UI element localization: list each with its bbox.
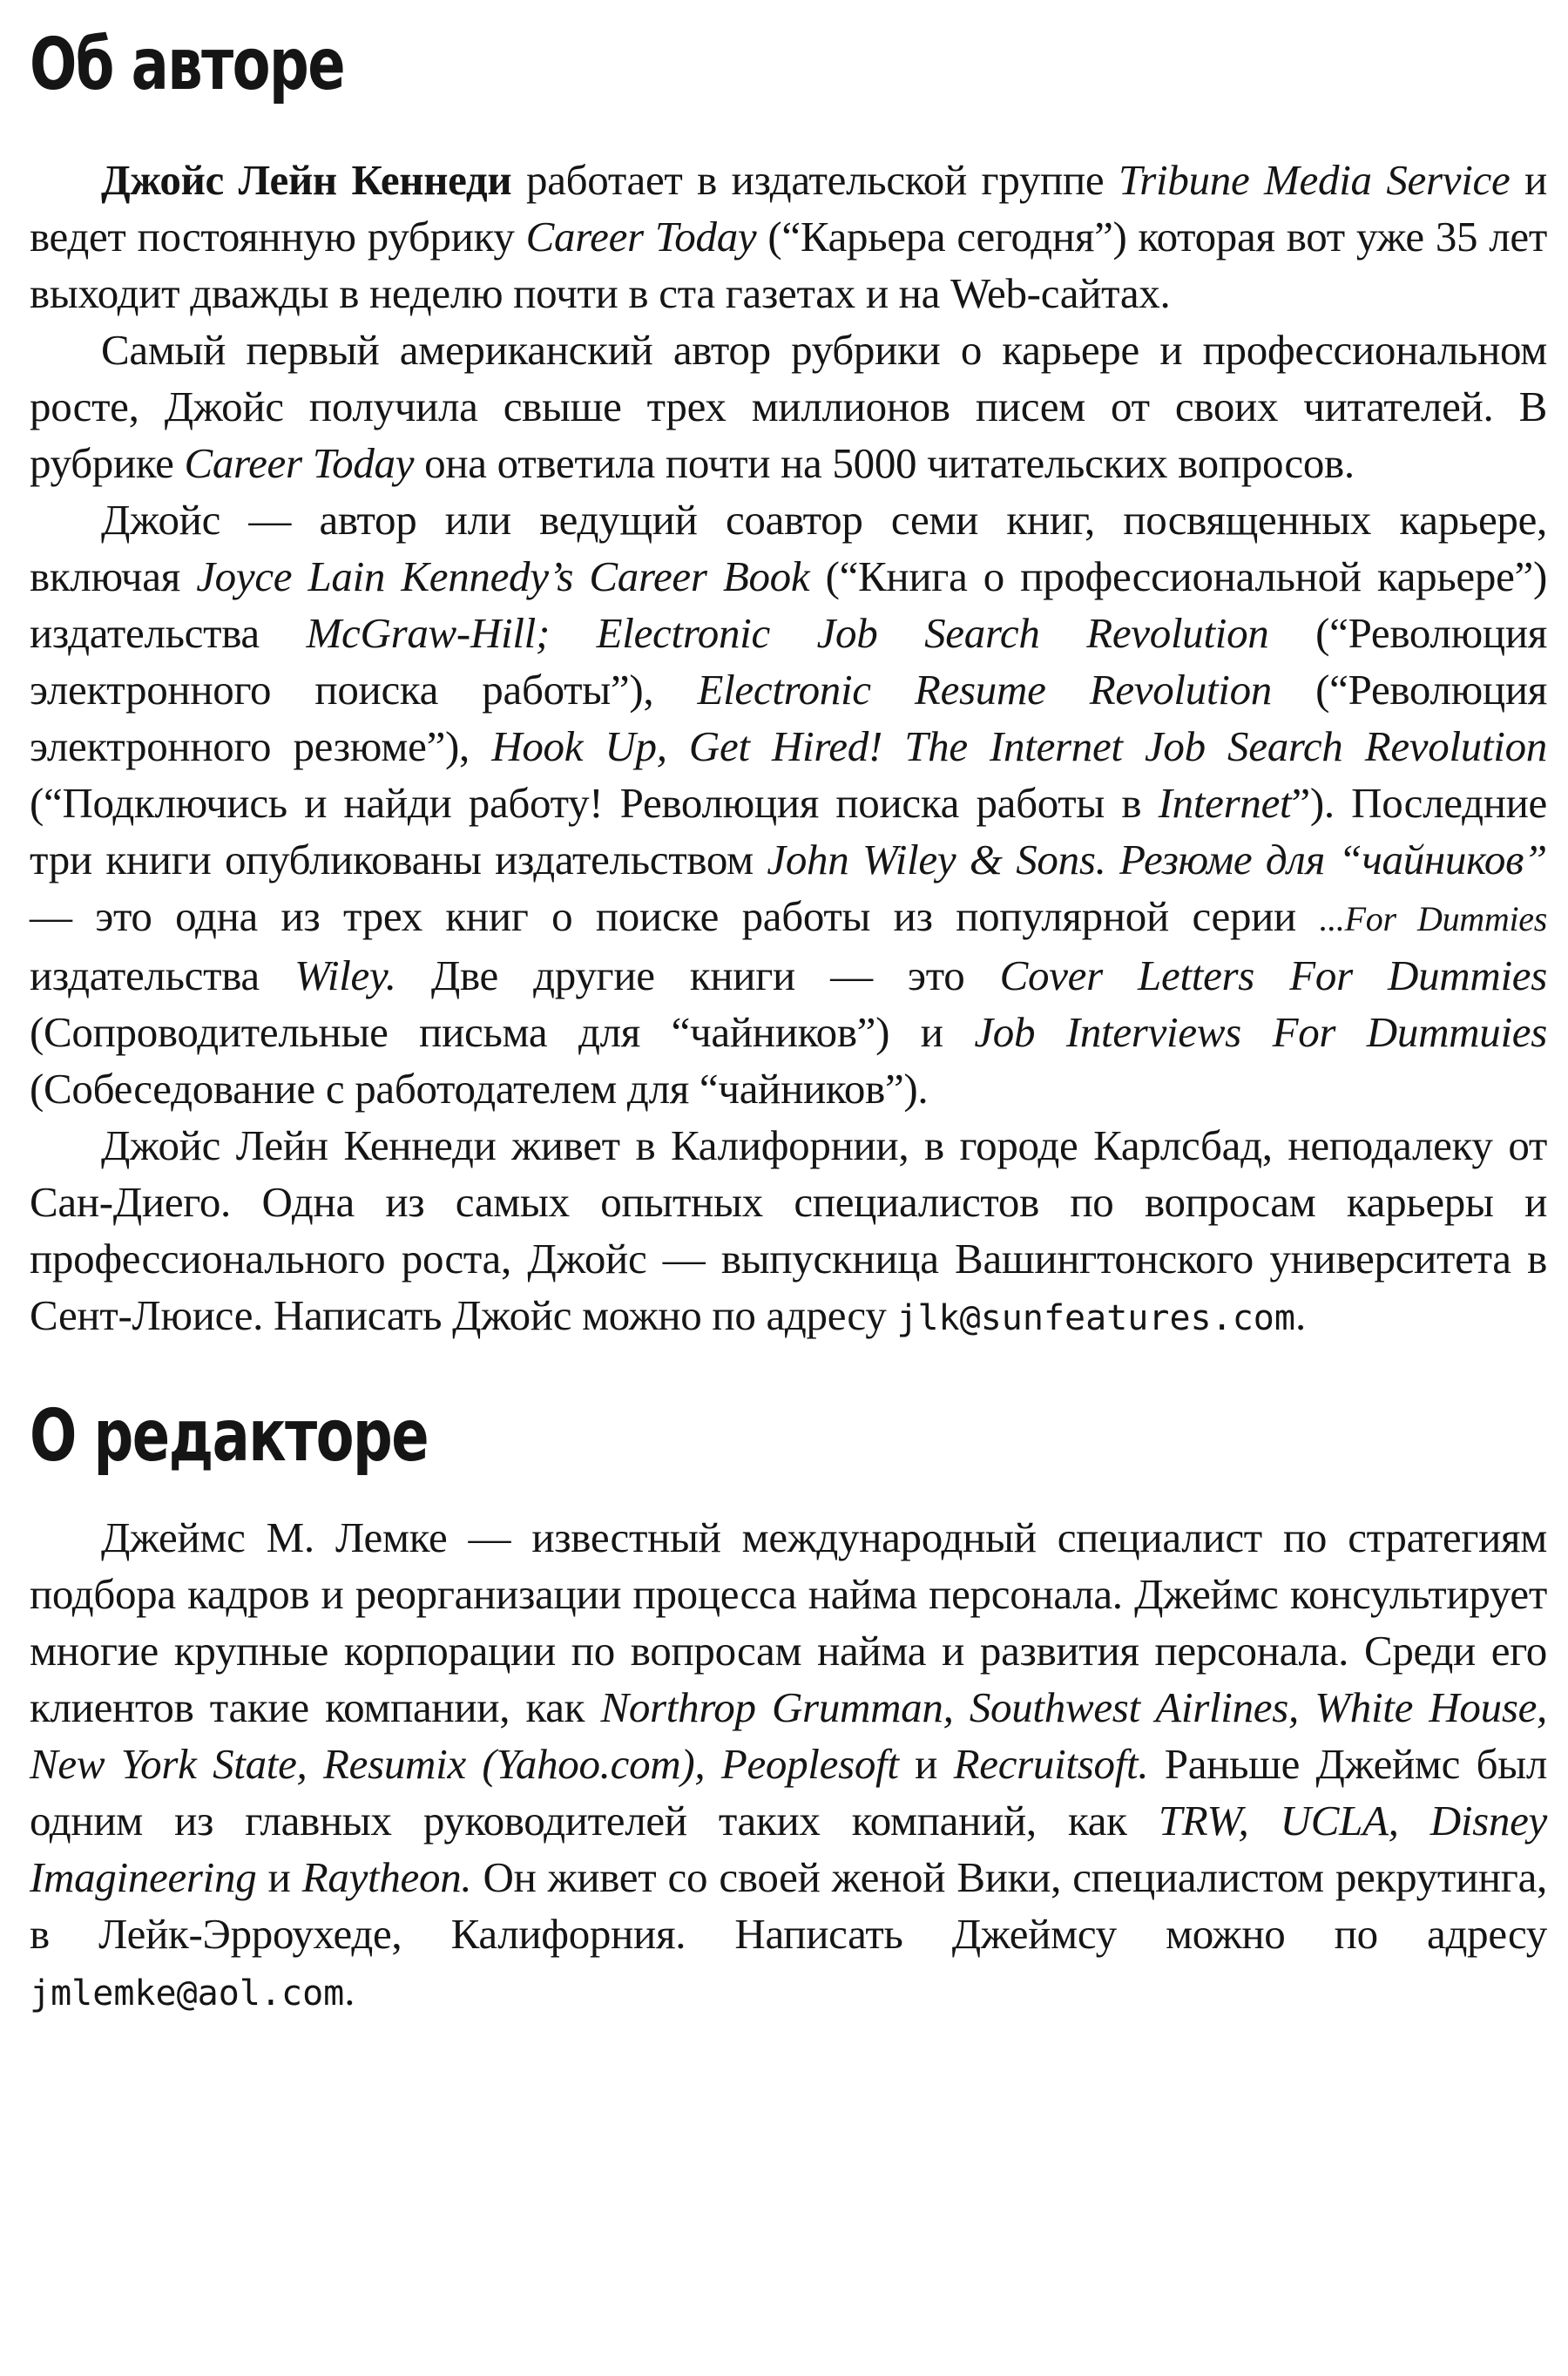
section-title-about-author: Об авторе bbox=[30, 24, 345, 106]
author-name: Джойс Лейн Кеннеди bbox=[101, 156, 512, 204]
page bbox=[30, 17, 1547, 2022]
editor-email: jmlemke@aol.com bbox=[30, 1973, 345, 2014]
author-email: jlk@sunfeatures.com bbox=[896, 1298, 1295, 1338]
paragraph-author-intro: Джойс Лейн Кеннеди работает в издательской группе Tribune Media Service и ведет постоянную рубрику Career Today (“Карьера сегодня”) которая вот уже 35 лет выходит дважды в неделю почти в ста газетах и на Web-сайтах. bbox=[30, 156, 1547, 317]
paragraph-author-bio: Джойс Лейн Кеннеди живет в Калифорнии, в городе Карлсбад, неподалеку от Сан-Диего. Одна из самых опытных специалистов по вопросам карьеры и профессионального роста, Джойс — выпускница Вашингтонского университета в Сент-Люисе. Написать Джойс можно по адресу jlk@sunfeatures.com. bbox=[30, 1121, 1547, 1339]
paragraph-editor-bio: Джеймс М. Лемке — известный международный специалист по стратегиям подбора кадров и реорганизации процесса найма персонала. Джеймс консультирует многие крупные корпорации по вопросам найма и развития персонала. Среди его клиентов такие компании, как Northrop Grumman, Southwest Airlines, White House, New York State, Resumix (Yahoo.com), Peoplesoft и Recruitsoft. Раньше Джеймс был одним из главных руководителей таких компаний, как TRW, UCLA, Disney Imagineering и Raytheon. Он живет со своей женой Вики, специалистом рекрутинга, в Лейк-Эрроухеде, Калифорния. Написать Джеймсу можно по адресу jmlemke@aol.com. bbox=[30, 1513, 1547, 2014]
paragraph-author-books: Джойс — автор или ведущий соавтор семи книг, посвященных карьере, включая Joyce Lain Kennedy’s Career Book (“Книга о профессиональной карьере”) издательства McGraw-Hill; Electronic Job Search Revolution (“Революция электронного поиска работы”), Electronic Resume Revolution (“Революция электронного резюме”), Hook Up, Get Hired! The Internet Job Search Revolution (“Подключись и найди работу! Революция поиска работы в Internet”). Последние три книги опубликованы издательством John Wiley & Sons. Резюме для “чайников” — это одна из трех книг о поиске работы из популярной серии ...For Dummies издательства Wiley. Две другие книги — это Cover Letters For Dummies (Сопроводительные письма для “чайников”) и Job Interviews For Dummuies (Собеседование с работодателем для “чайников”). bbox=[30, 496, 1548, 1113]
section-title-about-editor: О редакторе bbox=[30, 1395, 429, 1478]
paragraph-author-column: Самый первый американский автор рубрики о карьере и профессиональном росте, Джойс получила свыше трех миллионов писем от своих читателей. В рубрике Career Today она ответила почти на 5000 читательских вопросов. bbox=[30, 326, 1547, 487]
